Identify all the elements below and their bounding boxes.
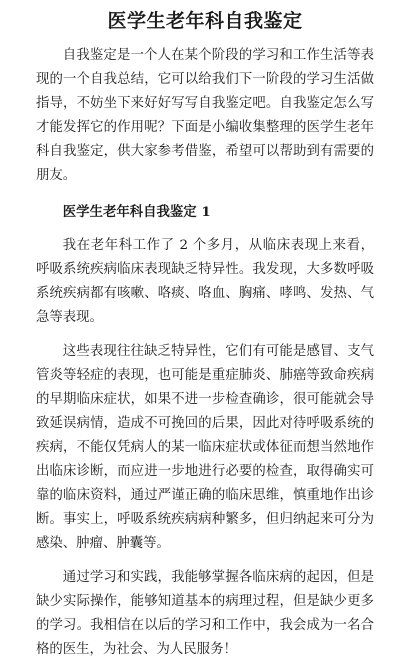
body-paragraph-3: 通过学习和实践，我能够掌握各临床病的起因，但是缺少实际操作，能够知道基本的病理过程，但是缺少更多的学习。我相信在以后的学习和工作中，我会成为一名合格的医生，为社会、为人民服务！ [36,570,374,657]
body-paragraph-2: 这些表现往往缺乏特异性，它们有可能是感冒、支气管炎等轻症的表现，也可能是重症肺炎、肺癌等致命疾病的早期临床症状，如果不进一步检查确诊，很可能就会导致延误病情，造成不可挽回的后果，因此对待呼吸系统的疾病，不能仅凭病人的某一临床症状或体征而想当然地作出临床诊断，而应进一步地进行必要的检查，取得确实可靠的临床资料，通过严谨正确的临床思维，慎重地作出诊断。事实上，呼吸系统疾病病种繁多，但归纳起来可分为感染、肿瘤、肿囊等。 [36,344,374,551]
intro-paragraph: 自我鉴定是一个人在某个阶段的学习和工作生活等表现的一个自我总结，它可以给我们下一阶段的学习生活做指导，不妨坐下来好好写写自我鉴定吧。自我鉴定怎么写才能发挥它的作用呢？下面是小编收集整理的医学生老年科自我鉴定，供大家参考借鉴，希望可以帮助到有需要的朋友。 [36,48,374,183]
document-title: 医学生老年科自我鉴定 [107,10,303,32]
body-paragraph-1: 我在老年科工作了 2 个多月，从临床表现上来看，呼吸系统疾病临床表现缺乏特异性。我发现，大多数呼吸系统疾病都有咳嗽、咯痰、咯血、胸痛、哮鸣、发热、气急等表现。 [36,238,374,325]
section-heading: 医学生老年科自我鉴定 1 [62,204,211,220]
